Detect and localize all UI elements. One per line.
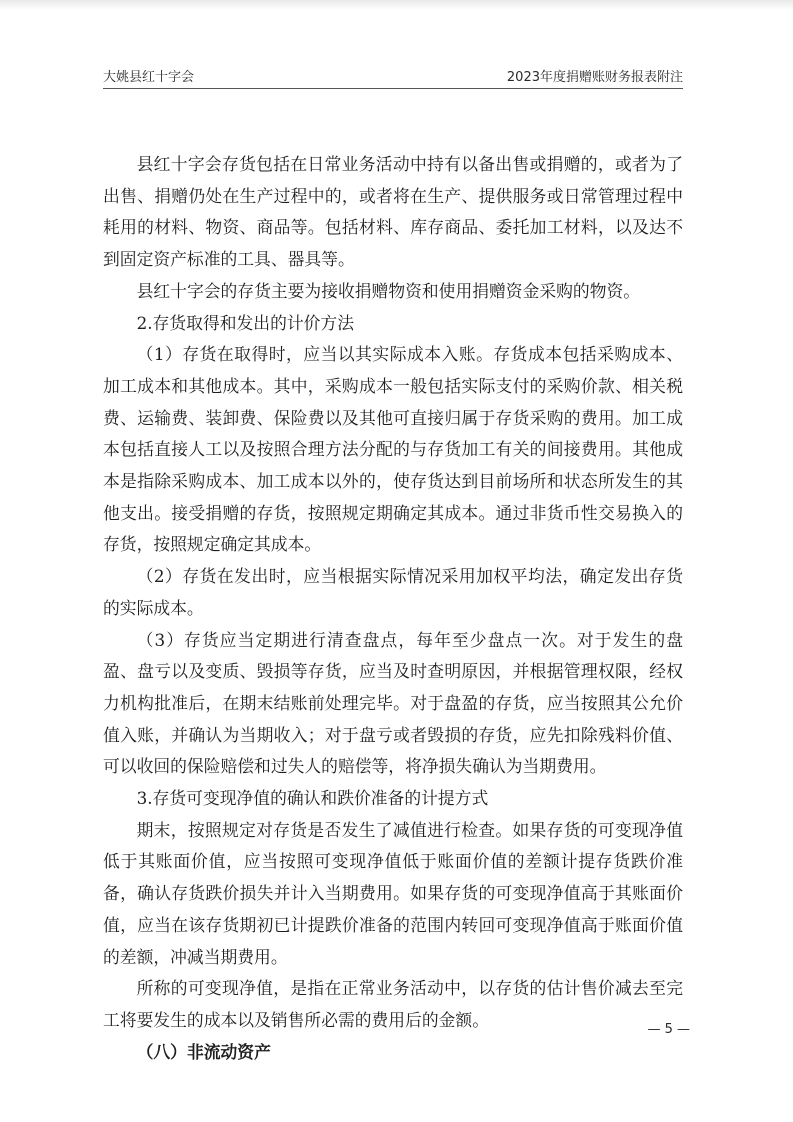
header-document-title: 2023年度捐赠账财务报表附注	[506, 70, 683, 85]
paragraph-acquisition-cost: （1）存货在取得时，应当以其实际成本入账。存货成本包括采购成本、加工成本和其他成本。其中，采购成本一般包括实际支付的采购价款、相关税费、运输费、装卸费、保险费以及其他可直接归属于存货采购的费用。加工成本包括直接人工以及按照合理方法分配的与存货加工有关的间接费用。其他成本是指除采购成本、加工成本以外的，使存货达到目前场所和状态所发生的其他支出。接受捐赠的存货，按照规定期确定其成本。通过非货币性交易换入的存货，按照规定确定其成本。	[103, 344, 683, 555]
page-header	[103, 66, 683, 88]
paragraph-stocktaking: （3）存货应当定期进行清查盘点，每年至少盘点一次。对于发生的盘盈、盘亏以及变质、毁损等存货，应当及时查明原因，并根据管理权限，经权力机构批准后，在期末结账前处理完毕。对于盘盈的存货，应当按照其公允价值入账，并确认为当期收入；对于盘亏或者毁损的存货，应先扣除残料价值、可以收回的保险赔偿和过失人的赔偿等，将净损失确认为当期费用。	[103, 629, 683, 777]
header-organization: 大姚县红十字会	[103, 70, 195, 85]
subheading-net-realizable-value: 3.存货可变现净值的确认和跌价准备的计提方式	[136, 788, 489, 809]
paragraph-issuance-cost: （2）存货在发出时，应当根据实际情况采用加权平均法，确定发出存货的实际成本。	[103, 566, 683, 618]
paragraph-inventory-definition: 县红十字会存货包括在日常业务活动中持有以备出售或捐赠的，或者为了出售、捐赠仍处在生产过程中的，或者将在生产、提供服务或日常管理过程中耗用的材料、物资、商品等。包括材料、库存商品、委托加工材料，以及达不到固定资产标准的工具、器具等。	[103, 154, 683, 270]
subheading-valuation-method: 2.存货取得和发出的计价方法	[136, 312, 354, 333]
header-rule	[103, 88, 683, 89]
paragraph-impairment-check: 期末，按照规定对存货是否发生了减值进行检查。如果存货的可变现净值低于其账面价值，应当按照可变现净值低于账面价值的差额计提存货跌价准备，确认存货跌价损失并计入当期费用。如果存货的可变现净值高于其账面价值，应当在该存货期初已计提跌价准备的范围内转回可变现净值高于账面价值的差额，冲减当期费用。	[103, 819, 683, 967]
document-body	[103, 149, 683, 1068]
section-heading-noncurrent-assets: （八）非流动资产	[136, 1041, 271, 1062]
paragraph-inventory-sources: 县红十字会的存货主要为接收捐赠物资和使用捐赠资金采购的物资。	[136, 280, 641, 301]
paragraph-nrv-definition: 所称的可变现净值，是指在正常业务活动中，以存货的估计售价减去至完工将要发生的成本以及销售所必需的费用后的金额。	[103, 978, 683, 1030]
page-number: — 5 —	[647, 1022, 690, 1037]
scan-edge	[0, 0, 793, 10]
